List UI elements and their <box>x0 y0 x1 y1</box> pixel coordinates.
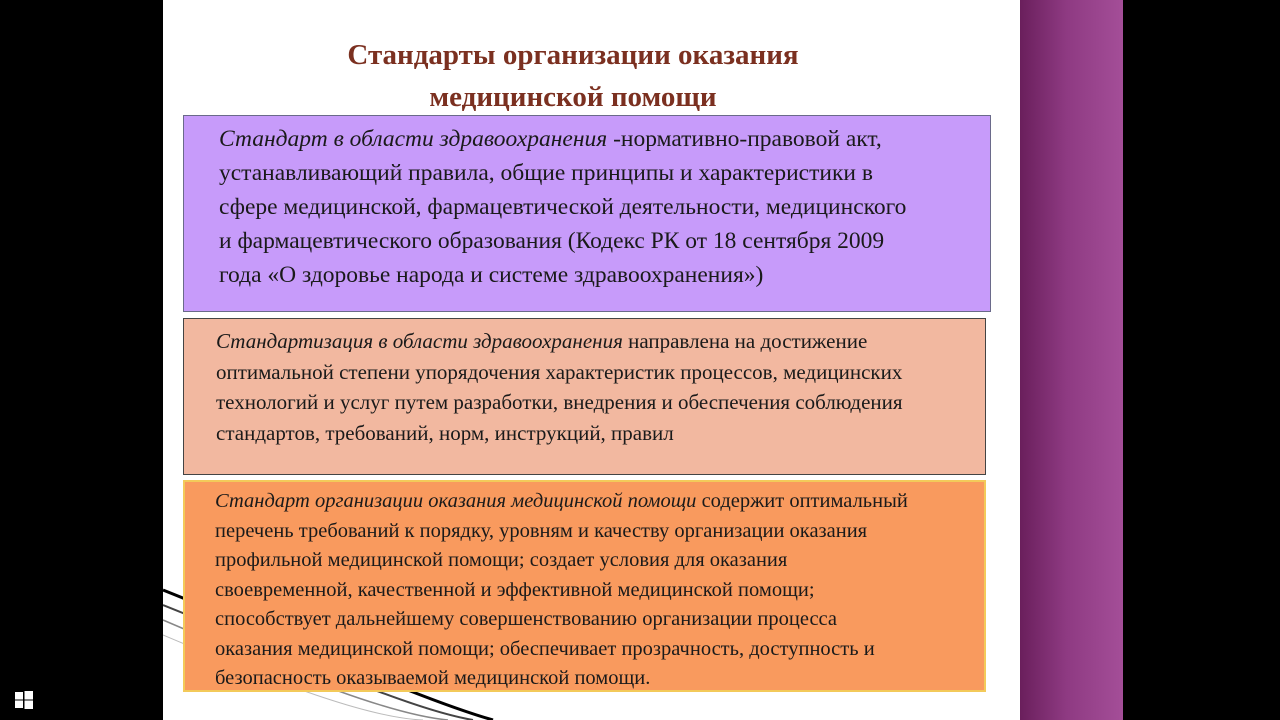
box3-line-6: оказания медицинской помощи; обеспечивает прозрачность, доступность и <box>215 637 875 660</box>
box1-line-1: -нормативно-правовой акт, <box>607 126 882 152</box>
box3-line-7: безопасность оказываемой медицинской помощи. <box>215 667 651 689</box>
box2-line-2: оптимальной степени упорядочения характеристик процессов, медицинских <box>216 359 903 384</box>
box3-line-1: содержит оптимальный <box>696 490 908 512</box>
slide-side-band <box>1020 0 1123 720</box>
term-standardization: Стандартизация в области здравоохранения <box>216 329 623 353</box>
box3-line-3: профильной медицинской помощи; создает условия для оказания <box>215 549 788 571</box>
box1-line-5: года «О здоровье народа и системе здравоохранения») <box>219 262 764 288</box>
box3-line-5: способствует дальнейшему совершенствованию организации процесса <box>215 608 837 630</box>
box1-line-2: устанавливающий правила, общие принципы и характеристики в <box>219 160 873 186</box>
box2-line-3: технологий и услуг путем разработки, внедрения и обеспечения соблюдения <box>216 390 903 414</box>
box2-line-1: направлена на достижение <box>622 329 868 353</box>
slide-title <box>163 34 983 118</box>
title-line-2: медицинской помощи <box>429 81 717 113</box>
definition-box-care-standard <box>183 480 986 692</box>
box2-line-4: стандартов, требований, норм, инструкций, правил <box>216 420 674 445</box>
title-line-1: Стандарты организации оказания <box>347 39 799 71</box>
definition-box-standardization <box>183 318 986 475</box>
term-standard: Стандарт в области здравоохранения <box>219 126 608 152</box>
box3-line-4: своевременной, качественной и эффективной медицинской помощи; <box>215 578 815 601</box>
windows-logo-icon[interactable] <box>14 690 34 710</box>
definition-box-standard <box>183 115 991 312</box>
slide <box>163 0 1020 720</box>
box3-line-2: перечень требований к порядку, уровням и качеству организации оказания <box>215 519 868 542</box>
term-care-standard: Стандарт организации оказания медицинской помощи <box>215 490 697 512</box>
box1-line-3: сфере медицинской, фармацевтической деятельности, медицинского <box>219 194 907 220</box>
box1-line-4: и фармацевтического образования (Кодекс РК от 18 сентября 2009 <box>219 228 885 254</box>
